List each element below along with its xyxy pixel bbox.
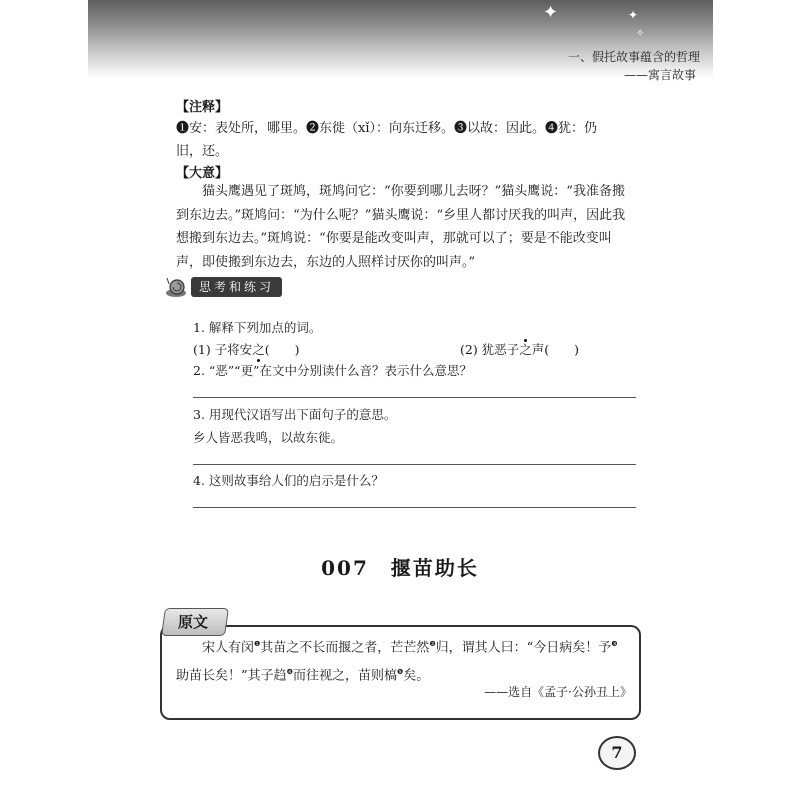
footnote-marker: ❷ (429, 640, 436, 648)
chapter-heading: 一、假托故事蕴含的哲理 (567, 50, 700, 64)
answer-line[interactable] (193, 507, 636, 508)
chapter-subheading: ——寓言故事 (623, 68, 696, 82)
exercises-banner (165, 276, 282, 298)
exercises-banner-label: 思考和练习 (191, 277, 282, 297)
question-1b: (2) 犹恶子之声( ) (460, 342, 579, 357)
question-3: 3. 用现代汉语写出下面句子的意思。 (193, 407, 397, 422)
header-banner (88, 0, 713, 78)
notes-title: 【注释】 (176, 100, 229, 115)
sparkle-icon: ✦ (628, 8, 639, 22)
notes-line-1: ❶安：表处所，哪里。❷东徙（xǐ）：向东迁移。❸以故：因此。❹犹：仍 (176, 121, 597, 136)
sparkle-icon: ✧ (636, 28, 645, 39)
source-citation: ——选自《孟子·公孙丑上》 (484, 685, 632, 699)
dotted-char: 之 (252, 342, 265, 357)
dotted-char: 之 (519, 342, 532, 357)
story-title: 007 揠苗助长 (321, 556, 479, 580)
answer-line[interactable] (193, 397, 636, 398)
footnote-marker: ❶ (254, 640, 261, 648)
snail-icon (165, 276, 187, 298)
footnote-marker: ❸ (611, 640, 618, 648)
original-text: 宋人有闵$^❶$其苗之不长而揠之者，芒芒然$^❷$归，谓其人曰：“今日病矣！予$^❸$助苗长矣！”其子趋$^❹$而往视之，苗则槁$^❺$矣。 (176, 640, 618, 684)
question-4: 4. 这则故事给人们的启示是什么？ (193, 473, 384, 488)
question-1: 1. 解释下列加点的词。 (193, 320, 322, 335)
question-1a: (1) 子将安之( ) (193, 342, 300, 357)
summary-paragraph: 猫头鹰遇见了斑鸠，斑鸠问它：“你要到哪儿去呀？”猫头鹰说：“我准备搬到东边去。”斑鸠问：“为什么呢？”猫头鹰说：“乡里人都讨厌我的叫声，因此我想搬到东边去。”斑鸠说：“你要是能改变叫声，那就可以了；要是不能改变叫声，即使搬到东边去，东边的人照样讨厌你的叫声。” (176, 184, 626, 270)
sparkle-icon: ✦ (543, 2, 559, 23)
answer-line[interactable] (193, 464, 636, 465)
original-label: 原文 (178, 613, 209, 631)
summary-title: 【大意】 (176, 166, 229, 181)
footnote-marker: ❺ (396, 668, 404, 677)
question-2: 2. “恶”“更”在文中分别读什么音？表示什么意思？ (193, 363, 472, 378)
footnote-marker: ❹ (286, 668, 293, 677)
page-number: 7 (598, 736, 636, 770)
notes-line-2: 旧，还。 (176, 144, 229, 159)
question-3-sentence: 乡人皆恶我鸣，以故东徙。 (193, 430, 344, 445)
